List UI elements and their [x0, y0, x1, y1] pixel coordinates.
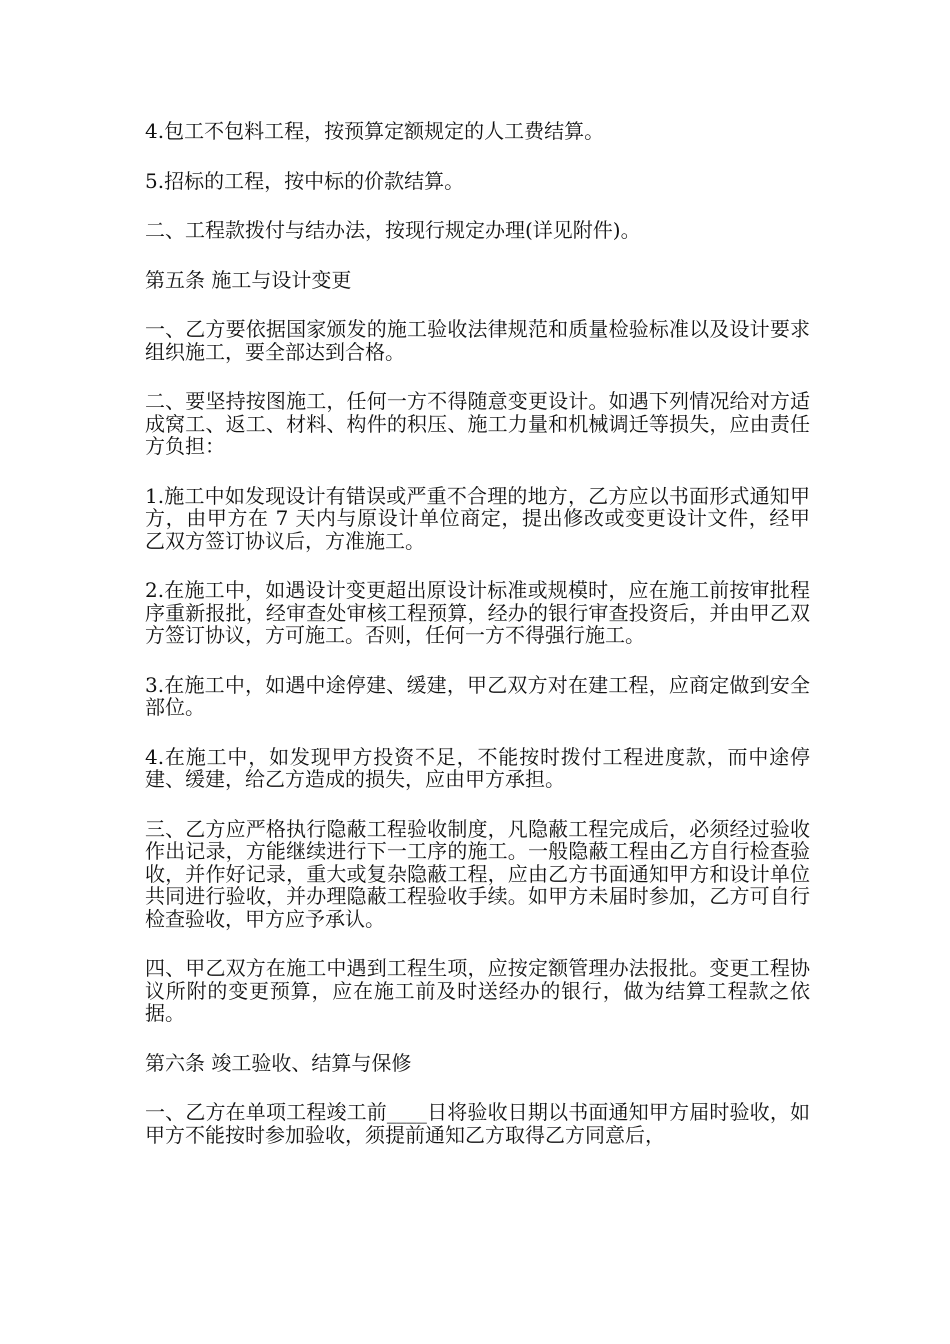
paragraph-14: 一、乙方在单项工程竣工前____日将验收日期以书面通知甲方届时验收，如甲方不能按时参加验收，须提前通知乙方取得乙方同意后，: [145, 1100, 810, 1147]
section-heading-article-6: 第六条 竣工验收、结算与保修: [145, 1050, 412, 1075]
paragraph-2: 5.招标的工程，按中标的价款结算。: [145, 168, 465, 193]
paragraph-8: 2.在施工中，如遇设计变更超出原设计标准或规模时，应在施工前按审批程序重新报批，经审查处审核工程预算，经办的银行审查投资后，并由甲乙双方签订协议，方可施工。否则，任何一方不得强行施工。: [145, 578, 810, 647]
paragraph-11: 三、乙方应严格执行隐蔽工程验收制度，凡隐蔽工程完成后，必须经过验收作出记录，方能继续进行下一工序的施工。一般隐蔽工程由乙方自行检查验收，并作好记录，重大或复杂隐蔽工程，应由乙方书面通知甲方和设计单位共同进行验收，并办理隐蔽工程验收手续。如甲方未届时参加，乙方可自行检查验收，甲方应予承认。: [145, 816, 810, 931]
paragraph-5: 一、乙方要依据国家颁发的施工验收法律规范和质量检验标准以及设计要求组织施工，要全部达到合格。: [145, 317, 810, 364]
document-body: [145, 120, 810, 1173]
paragraph-1: 4.包工不包料工程，按预算定额规定的人工费结算。: [145, 119, 605, 143]
paragraph-10: 4.在施工中，如发现甲方投资不足，不能按时拨付工程进度款，而中途停建、缓建，给乙方造成的损失，应由甲方承担。: [145, 744, 810, 791]
paragraph-9: 3.在施工中，如遇中途停建、缓建，甲乙双方对在建工程，应商定做到安全部位。: [145, 672, 810, 719]
paragraph-3: 二、工程款拨付与结办法，按现行规定办理(详见附件)。: [145, 218, 641, 242]
paragraph-12: 四、甲乙双方在施工中遇到工程生项，应按定额管理办法报批。变更工程协议所附的变更预算，应在施工前及时送经办的银行，做为结算工程款之依据。: [145, 956, 810, 1025]
paragraph-7: 1.施工中如发现设计有错误或严重不合理的地方，乙方应以书面形式通知甲方，由甲方在 7 天内与原设计单位商定，提出修改或变更设计文件，经甲乙双方签订协议后，方准施工。: [145, 483, 810, 553]
section-heading-article-5: 第五条 施工与设计变更: [145, 267, 352, 292]
paragraph-6: 二、要坚持按图施工，任何一方不得随意变更设计。如遇下列情况给对方适成窝工、返工、材料、构件的积压、施工力量和机械调迁等损失，应由责任方负担：: [145, 389, 810, 458]
